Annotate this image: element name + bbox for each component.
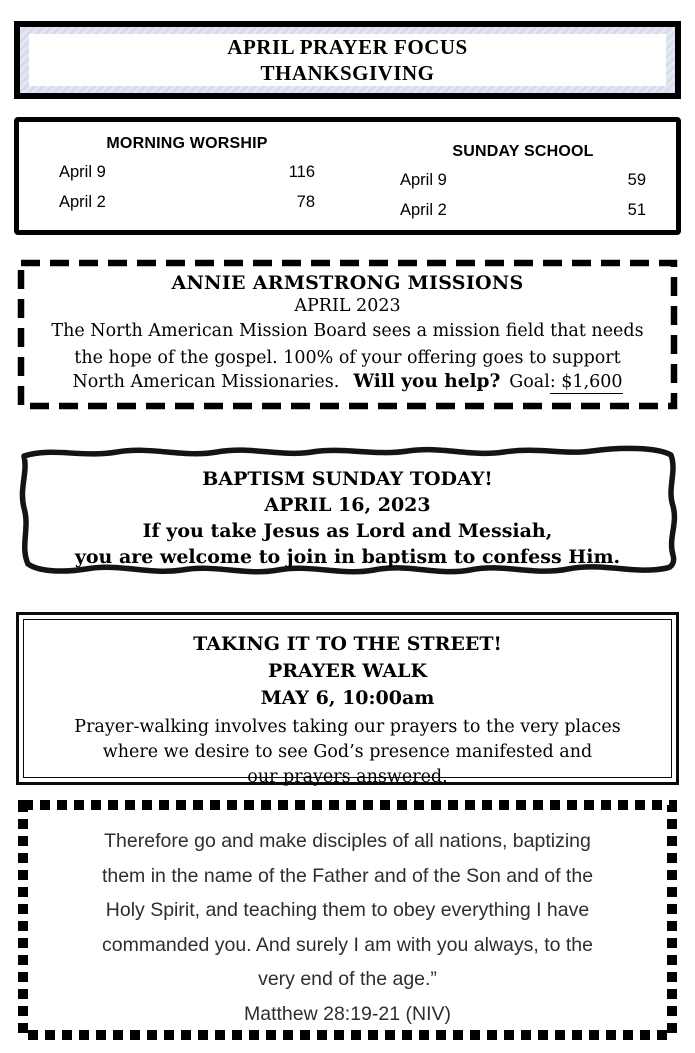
prayer-walk-body-line: where we desire to see God’s presence manifested and: [102, 742, 593, 762]
row-date: April 9: [400, 171, 447, 189]
baptism-text-line: If you take Jesus as Lord and Messiah,: [142, 520, 553, 542]
missions-title: ANNIE ARMSTRONG MISSIONS: [171, 272, 524, 294]
missions-body-line: the hope of the gospel. 100% of your offering goes to support: [74, 348, 621, 368]
scripture-quote-line: them in the name of the Father and of the Son and of the: [101, 864, 594, 887]
row-count: 59: [627, 171, 646, 189]
attendance-column-morning-worship: [59, 135, 315, 222]
missions-body-line: The North American Mission Board sees a mission field that needs: [51, 321, 644, 341]
baptism-title: BAPTISM SUNDAY TODAY!: [202, 468, 493, 490]
missions-content: [29, 272, 666, 394]
attendance-column-sunday-school: [400, 143, 646, 222]
row-count: 51: [627, 201, 646, 220]
baptism-date: APRIL 16, 2023: [264, 494, 431, 516]
baptism-content: [32, 466, 663, 570]
scripture-quote-line: Therefore go and make disciples of all nations, baptizing: [104, 830, 591, 852]
scripture-content: [43, 824, 652, 1031]
missions-question: Will you help?: [353, 371, 501, 392]
baptism-box: [12, 440, 683, 581]
missions-body-prefix: North American Missionaries.: [72, 372, 340, 392]
missions-goal-label: Goal: [509, 372, 550, 392]
missions-goal-value: : $1,600: [549, 372, 623, 392]
prayer-walk-box: [16, 612, 679, 785]
scripture-quote-line: Holy Spirit, and teaching them to obey everything I have: [105, 899, 590, 921]
row-date: April 2: [59, 193, 106, 212]
row-count: 116: [288, 163, 315, 181]
prayer-walk-inner: [23, 619, 672, 787]
prayer-walk-subtitle: PRAYER WALK: [267, 660, 428, 682]
row-count: 78: [296, 193, 315, 212]
scripture-quote-line: very end of the age.”: [258, 968, 437, 990]
table-row: [59, 161, 315, 183]
table-row: [400, 199, 646, 221]
table-row: [400, 169, 646, 191]
table-row: [59, 191, 315, 213]
prayer-walk-body-line: our prayers answered.: [247, 767, 448, 787]
prayer-focus-box: [14, 21, 681, 99]
prayer-focus-title: APRIL PRAYER FOCUS: [227, 34, 468, 59]
missions-body-lastline: [29, 370, 666, 394]
prayer-focus-inner: [29, 34, 666, 86]
scripture-box: [18, 800, 677, 1040]
missions-box: [17, 259, 678, 410]
missions-subtitle: APRIL 2023: [294, 296, 401, 316]
baptism-text-line: you are welcome to join in baptism to confess Him.: [74, 546, 621, 568]
prayer-walk-datetime: MAY 6, 10:00am: [260, 687, 435, 709]
attendance-columns: [19, 122, 676, 222]
row-date: April 2: [400, 201, 447, 220]
column-header: MORNING WORSHIP: [106, 135, 268, 152]
prayer-walk-title: TAKING IT TO THE STREET!: [193, 633, 502, 655]
prayer-focus-subtitle: THANKSGIVING: [260, 61, 435, 85]
column-header: SUNDAY SCHOOL: [452, 143, 594, 160]
scripture-quote-line: commanded you. And surely I am with you always, to the: [102, 933, 593, 956]
prayer-walk-body-line: Prayer-walking involves taking our prayers to the very places: [74, 717, 621, 737]
attendance-box: [14, 117, 681, 235]
scripture-reference: Matthew 28:19-21 (NIV): [243, 1002, 451, 1025]
row-date: April 9: [59, 163, 106, 181]
